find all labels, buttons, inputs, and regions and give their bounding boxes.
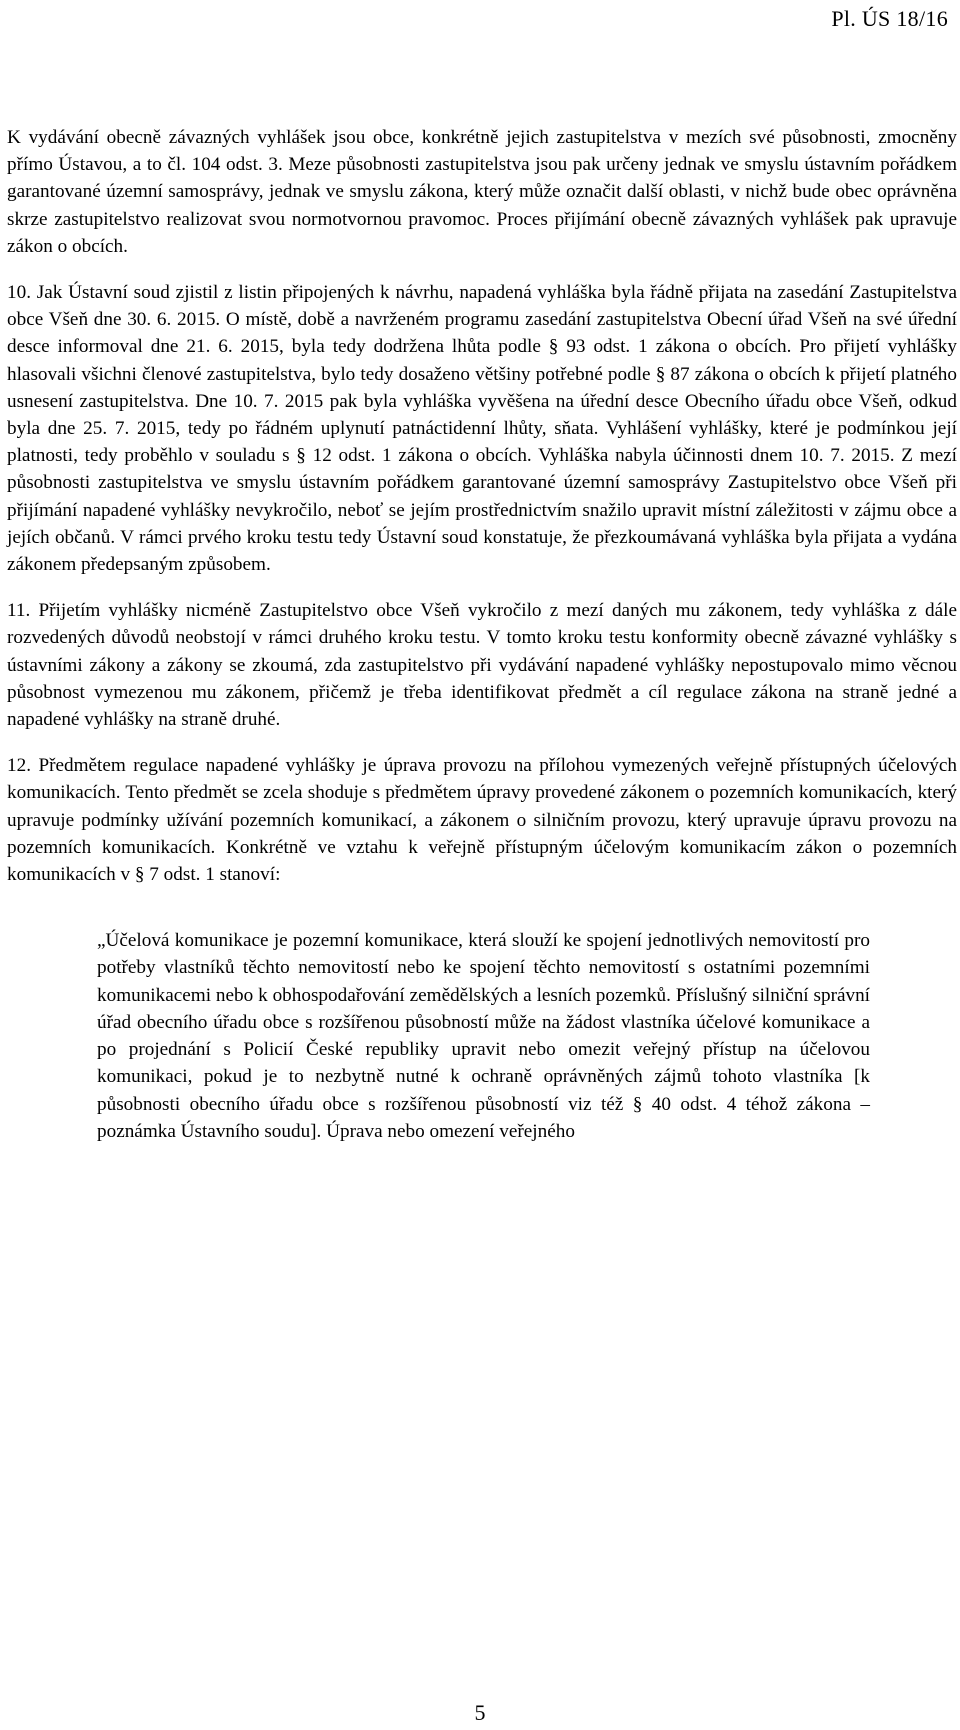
paragraph-12: 12. Předmětem regulace napadené vyhlášky je úprava provozu na přílohou vymezených veřejně přístupných účelových komunikacích. Tento předmět se zcela shoduje s předmětem úpravy provedené zákonem o pozemních komunikacích, který upravuje podmínky užívání pozemních komunikací, a zákonem o silničním provozu, který upravuje úpravu provozu na pozemních komunikacích. Konkrétně ve vztahu k veřejně přístupným účelovým komunikacím zákon o pozemních komunikacích v § 7 odst. 1 stanoví:: [7, 755, 957, 886]
page-number: 5: [474, 1700, 486, 1725]
document-body: [7, 124, 957, 1145]
page-header-case-number: Pl. ÚS 18/16: [831, 6, 948, 31]
paragraph-11: 11. Přijetím vyhlášky nicméně Zastupitelstvo obce Všeň vykročilo z mezí daných mu zákonem, tedy vyhláška z dále rozvedených důvodů neobstojí v rámci druhého kroku testu. V tomto kroku testu konformity obecně závazné vyhlášky s ústavními zákony a zákony se zkoumá, zda zastupitelstvo při vydávání napadené vyhlášky nepostupovalo mimo věcnou působnost vymezenou mu zákonem, přičemž je třeba identifikovat předmět a cíl regulace zákona na straně jedné a napadené vyhlášky na straně druhé.: [7, 600, 957, 731]
paragraph-10: 10. Jak Ústavní soud zjistil z listin připojených k návrhu, napadená vyhláška byla řádně přijata na zasedání Zastupitelstva obce Všeň dne 30. 6. 2015. O místě, době a navrženém programu zasedání zastupitelstva Obecní úřad Všeň na své úřední desce informoval dne 21. 6. 2015, byla tedy dodržena lhůta podle § 93 odst. 1 zákona o obcích. Pro přijetí vyhlášky hlasovali všichni členové zastupitelstva, bylo tedy dosaženo většiny potřebné podle § 87 zákona o obcích k přijetí platného usnesení zastupitelstva. Dne 10. 7. 2015 pak byla vyhláška vyvěšena na úřední desce Obecního úřadu obce Všeň, odkud byla dne 25. 7. 2015, tedy po řádném uplynutí patnáctidenní lhůty, sňata. Vyhlášení vyhlášky, které je podmínkou její platnosti, tedy proběhlo v souladu s § 12 odst. 1 zákona o obcích. Vyhláška nabyla účinnosti dnem 10. 7. 2015. Z mezí působnosti zastupitelstva ve smyslu ústavním pořádkem garantované územní samosprávy Zastupitelstvo obce Všeň při přijímání napadené vyhlášky nevykročilo, neboť se jejím prostřednictvím snažilo upravit místní záležitosti v zájmu obce a jejích občanů. V rámci prvého kroku testu tedy Ústavní soud konstatuje, že přezkoumávaná vyhláška byla přijata a vydána zákonem předepsaným způsobem.: [7, 282, 957, 576]
block-quote-law: „Účelová komunikace je pozemní komunikace, která slouží ke spojení jednotlivých nemovitostí pro potřeby vlastníků těchto nemovitostí nebo ke spojení těchto nemovitostí s ostatními pozemními komunikacemi nebo k obhospodařování zemědělských a lesních pozemků. Příslušný silniční správní úřad obecního úřadu obce s rozšířenou působností může na žádost vlastníka účelové komunikace a po projednání s Policií České republiky upravit nebo omezit veřejný přístup na účelovou komunikaci, pokud je to nezbytně nutné k ochraně oprávněných zájmů tohoto vlastníka [k působnosti obecního úřadu obce s rozšířenou působností viz též § 40 odst. 4 téhož zákona – poznámka Ústavního soudu]. Úprava nebo omezení veřejného: [97, 930, 870, 1142]
paragraph-intro: K vydávání obecně závazných vyhlášek jsou obce, konkrétně jejich zastupitelstva v mezích své působnosti, zmocněny přímo Ústavou, a to čl. 104 odst. 3. Meze působnosti zastupitelstva jsou pak určeny jednak ve smyslu ústavním pořádkem garantované územní samosprávy, jednak ve smyslu zákona, který může označit další oblasti, v nichž bude obec oprávněna skrze zastupitelstvo realizovat svou normotvornou pravomoc. Proces přijímání obecně závazných vyhlášek pak upravuje zákon o obcích.: [7, 127, 957, 257]
